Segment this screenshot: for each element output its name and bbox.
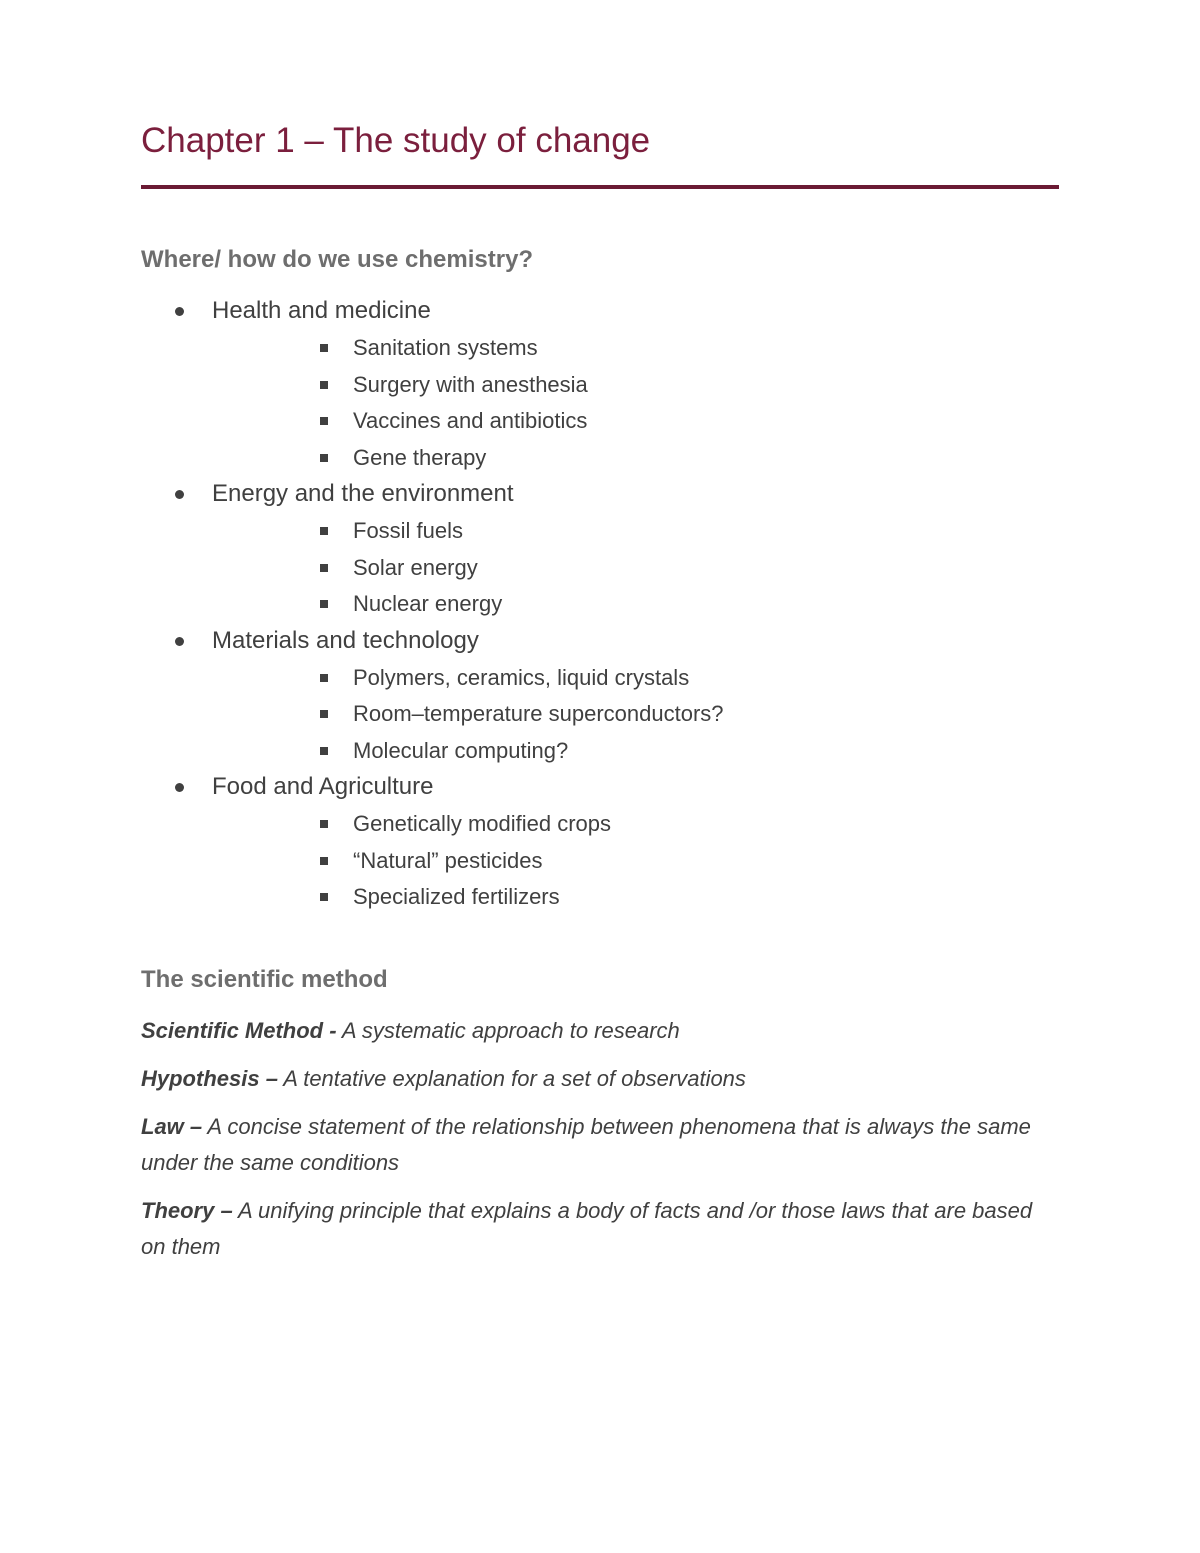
sub-list-item-label: Molecular computing? [353, 737, 569, 763]
sub-list-item [0, 513, 1200, 550]
bullet-icon [175, 637, 184, 646]
definition-term: Scientific Method - [141, 1018, 337, 1043]
definition-term: Theory – [141, 1198, 233, 1223]
square-bullet-icon [320, 381, 328, 389]
sub-list-item-label: Vaccines and antibiotics [353, 408, 588, 433]
square-bullet-icon [320, 674, 328, 682]
sub-list-item [0, 806, 1200, 843]
uses-list [0, 293, 1200, 916]
list-item [0, 623, 1200, 770]
definition-hypothesis [141, 1061, 1061, 1097]
definition-term: Hypothesis – [141, 1066, 278, 1091]
definition-theory [141, 1193, 1061, 1265]
square-bullet-icon [320, 344, 328, 352]
list-item-label: Health and medicine [212, 297, 431, 324]
sub-list [212, 513, 1200, 623]
sub-list-item [0, 696, 1200, 733]
sub-list-item-label: Room–temperature superconductors? [353, 701, 724, 726]
square-bullet-icon [320, 747, 328, 755]
square-bullet-icon [320, 417, 328, 425]
sub-list [212, 330, 1200, 476]
list-item-label: Materials and technology [212, 626, 479, 654]
sub-list-item-label: Solar energy [353, 554, 478, 580]
sub-list-item [0, 330, 1200, 367]
sub-list-item-label: Sanitation systems [353, 335, 538, 360]
sub-list-item-label: Gene therapy [353, 444, 487, 470]
bullet-icon [175, 783, 184, 792]
sub-list-item-label: Genetically modified crops [353, 811, 612, 836]
sub-list-item-label: “Natural” pesticides [353, 847, 543, 873]
square-bullet-icon [320, 454, 328, 462]
sub-list-item-label: Fossil fuels [353, 518, 464, 543]
sub-list-item-label: Polymers, ceramics, liquid crystals [353, 664, 690, 690]
list-item [0, 476, 1200, 623]
sub-list-item [0, 733, 1200, 770]
sub-list [212, 806, 1200, 916]
list-item [0, 293, 1200, 476]
bullet-icon [175, 307, 184, 316]
square-bullet-icon [320, 710, 328, 718]
list-item-label: Food and Agriculture [212, 773, 434, 800]
definition-text: A systematic approach to research [336, 1018, 680, 1043]
definition-text: A tentative explanation for a set of observations [277, 1066, 746, 1091]
square-bullet-icon [320, 600, 328, 608]
title-divider [141, 185, 1059, 189]
definition-law [141, 1109, 1061, 1181]
list-item-label: Energy and the environment [212, 480, 514, 507]
square-bullet-icon [320, 527, 328, 535]
square-bullet-icon [320, 820, 328, 828]
definition-term: Law – [141, 1114, 203, 1139]
sub-list-item-label: Specialized fertilizers [353, 884, 560, 909]
sub-list-item [0, 440, 1200, 477]
page-title: Chapter 1 – The study of change [141, 121, 651, 160]
sub-list-item-label: Surgery with anesthesia [353, 371, 588, 397]
sub-list-item-label: Nuclear energy [353, 591, 503, 616]
list-item [0, 769, 1200, 916]
square-bullet-icon [320, 857, 328, 865]
uses-heading: Where/ how do we use chemistry? [141, 246, 534, 273]
definitions [141, 1013, 1061, 1277]
square-bullet-icon [320, 564, 328, 572]
sub-list-item [0, 550, 1200, 587]
sub-list-item [0, 660, 1200, 697]
sub-list-item [0, 367, 1200, 404]
definition-text: A concise statement of the relationship between phenomena that is always the same under the same conditions [141, 1114, 1031, 1175]
square-bullet-icon [320, 893, 328, 901]
sub-list [212, 660, 1200, 770]
definition-scientific-method [141, 1013, 1061, 1049]
sub-list-item [0, 843, 1200, 880]
definition-text: A unifying principle that explains a body of facts and /or those laws that are based on them [141, 1198, 1033, 1259]
sub-list-item [0, 403, 1200, 440]
sub-list-item [0, 879, 1200, 916]
sub-list-item [0, 586, 1200, 623]
bullet-icon [175, 490, 184, 499]
method-heading: The scientific method [141, 966, 388, 993]
